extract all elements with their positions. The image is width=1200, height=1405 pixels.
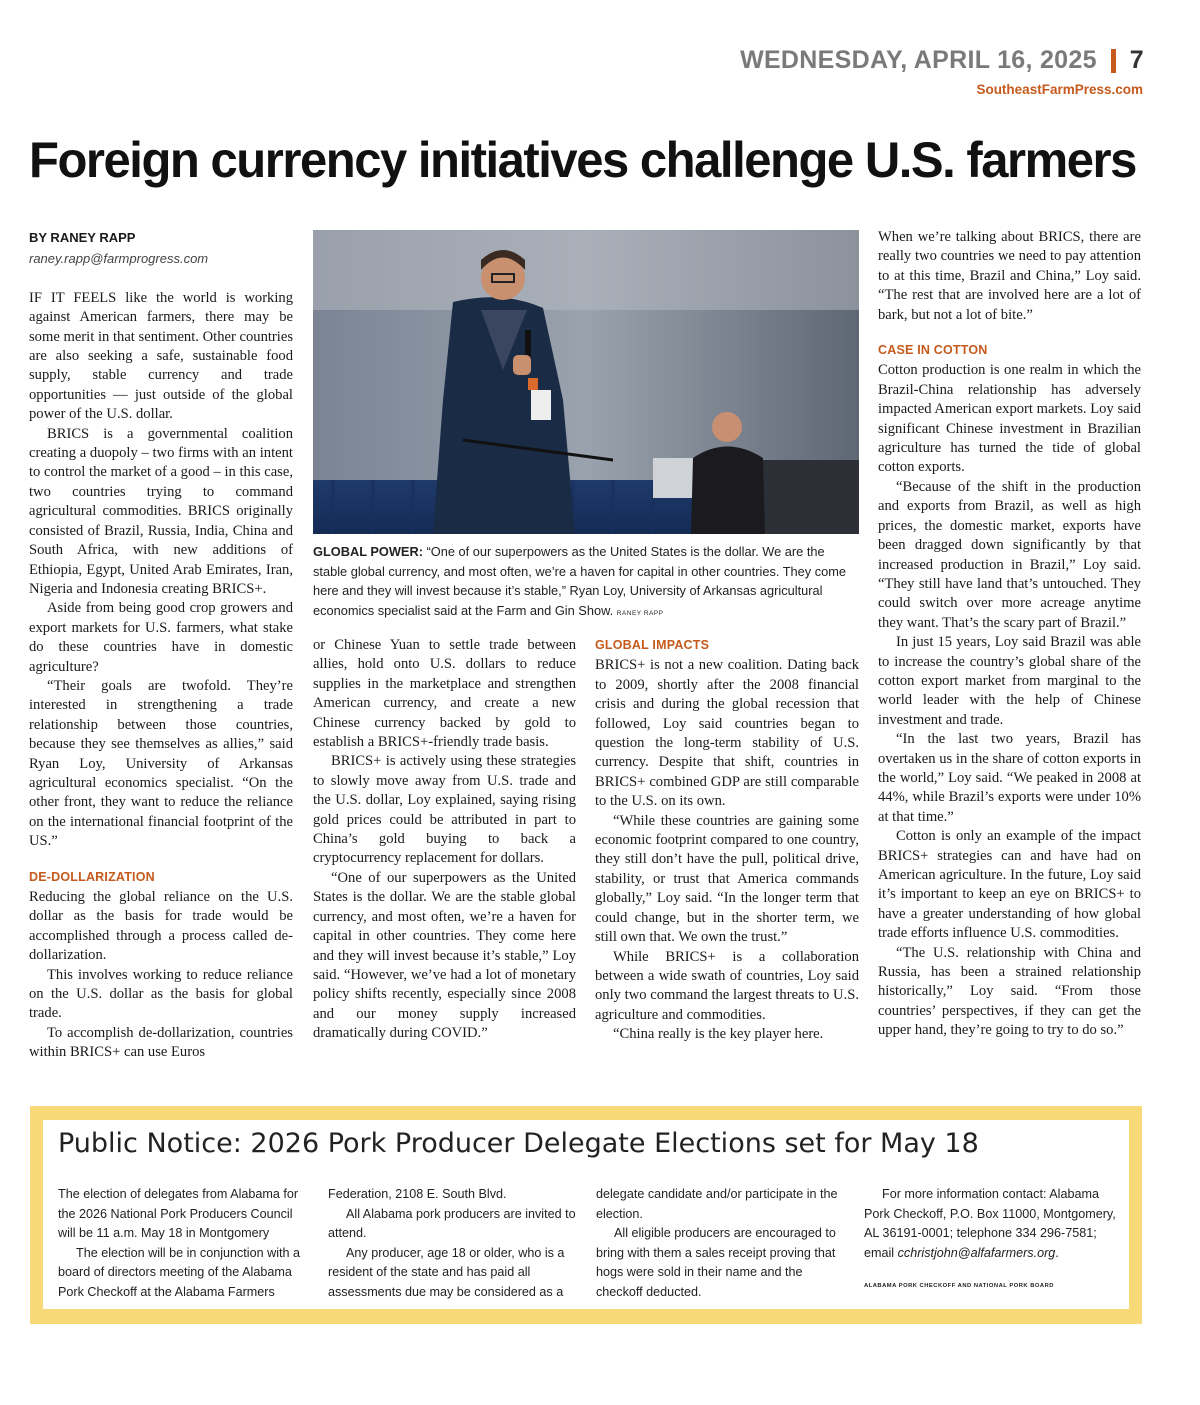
page-number: 7	[1129, 46, 1144, 74]
site-link[interactable]: SoutheastFarmPress.com	[976, 82, 1143, 97]
notice-paragraph: All Alabama pork producers are invited to attend.	[328, 1206, 576, 1241]
paragraph: When we’re talking about BRICS, there are really two countries we need to pay attention to at this time, Brazil and China,” Loy said. “The rest that are involved here are a lot of bark, but not a lot of bite.”	[878, 229, 1141, 323]
article-photo	[313, 230, 859, 534]
notice-column-4	[864, 1185, 1116, 1297]
contact-end: .	[1055, 1245, 1059, 1260]
contact-email[interactable]: cchristjohn@alfafarmers.org	[897, 1245, 1056, 1260]
public-notice-inner	[43, 1120, 1129, 1309]
paragraph: Cotton is only an example of the impact BRICS+ strategies can and have had on American agriculture. In the future, Loy said it’s important to keep an eye on BRICS+ to have a greater understanding of how global trade efforts influence U.S. commodities.	[878, 828, 1141, 942]
caption-text: “One of our superpowers as the United States is the dollar. We are the stable global currency, and most often, we’re a haven for capital in other countries. They come here and they will invest because it’s stable,” Ryan Loy, University of Arkansas agricultural economics specialist said at the Farm and Gin Show.	[313, 544, 847, 618]
photo-credit: RANEY RAPP	[616, 609, 664, 617]
caption-label: GLOBAL POWER:	[313, 544, 423, 559]
paragraph: IF IT FEELS like the world is working against American farmers, there may be some merit in that sentiment. Other countries are also seeking a safe, sustainable food supply, stable currency and trade opportunities — just outside of the global power of the U.S. dollar.	[29, 289, 293, 423]
paragraph: BRICS+ is actively using these strategies to slowly move away from U.S. trade and the U.S. dollar, Loy explained, saying rising gold prices could be attributed in part to China’s gold buying to back a cryptocurrency replacement for dollars.	[313, 753, 576, 867]
paragraph: “While these countries are gaining some economic footprint compared to one country, they still don’t have the pull, political drive, stability, or trust that America commands globally,” Loy said. “In the longer term that could change, but in the shorter term, we still own that. We own the trust.”	[595, 812, 859, 946]
subhead-dedollarization: DE-DOLLARIZATION	[29, 869, 155, 884]
subhead-case-in-cotton: CASE IN COTTON	[878, 343, 988, 358]
notice-paragraph: The election will be in conjunction with a board of directors meeting of the Alabama Pork Checkoff at the Alabama Farmers	[58, 1245, 301, 1299]
paragraph: In just 15 years, Loy said Brazil was able to increase the country’s global share of the cotton export market from marginal to the world leader with the help of Chinese investment and trade.	[878, 634, 1141, 728]
article-column-3	[595, 636, 859, 1045]
paragraph: “One of our superpowers as the United States is the dollar. We are the stable global currency, and most often, we’re a haven for capital in other countries. They come here and they will invest because it’s stable,” Loy said. “However, we’ve had a lot of monetary policy shifts recently, especially since 2008 and our money supply increased dramatically during COVID.”	[313, 869, 576, 1042]
notice-paragraph: delegate candidate and/or participate in the election.	[596, 1187, 838, 1221]
notice-paragraph: The election of delegates from Alabama for the 2026 National Pork Producers Council will be 11 a.m. May 18 in Montgomery	[58, 1187, 299, 1241]
notice-paragraph: Any producer, age 18 or older, who is a resident of the state and has paid all assessments due may be considered as a	[328, 1245, 565, 1299]
notice-paragraph: All eligible producers are encouraged to bring with them a sales receipt proving that hogs were sold in their name and the checkoff deducted.	[596, 1226, 836, 1299]
paragraph: While BRICS+ is a collaboration between a wide swath of countries, Loy said only two command the largest threats to U.S. agriculture and commodities.	[595, 948, 859, 1023]
notice-paragraph: Federation, 2108 E. South Blvd.	[328, 1187, 507, 1201]
public-notice-box	[30, 1106, 1142, 1324]
conference-speaker-image	[313, 230, 859, 534]
paragraph: Reducing the global reliance on the U.S. dollar as the basis for trade would be accomplished through a process called de-dollarization.	[29, 889, 293, 964]
paragraph: Cotton production is one realm in which the Brazil-China relationship has adversely impacted American export markets. Loy said significant Chinese investment in Brazilian agriculture has turned the tide of global cotton exports.	[878, 362, 1141, 476]
paragraph: BRICS is a governmental coalition creating a duopoly – two firms with an intent to control the market of a good – in this case, two countries trying to command agricultural commodities. BRICS originally consisted of Brazil, Russia, India, China and South Africa, with new additions of Ethiopia, Egypt, United Arab Emirates, Iran, Nigeria and Indonesia creating BRICS+.	[29, 425, 293, 597]
photo-caption	[313, 542, 859, 623]
paragraph: or Chinese Yuan to settle trade between allies, hold onto U.S. dollars to reduce supplies in the marketplace and strengthen American currency, and create a new Chinese currency backed by gold to establish a BRICS+-friendly trade basis.	[313, 637, 576, 751]
notice-title: Public Notice: 2026 Pork Producer Delegate Elections set for May 18	[58, 1128, 979, 1159]
article-column-2	[313, 636, 576, 1044]
issue-date: WEDNESDAY, APRIL 16, 2025	[740, 46, 1097, 74]
paragraph: “The U.S. relationship with China and Russia, has been a strained relationship historically,” Loy said. “From those countries’ perspectives, if they can get the upper hand, they’re going to try to do so.”	[878, 944, 1141, 1039]
byline: BY RANEY RAPP	[29, 230, 136, 245]
notice-column-2	[328, 1185, 580, 1303]
article-column-1	[29, 228, 293, 1063]
paragraph: “Because of the shift in the production and exports from Brazil, as well as high prices, the domestic market, exports have been dragged down significantly by that increased production in Brazil,” Loy said. “They still have land that’s untouched. They could switch over more acreage anytime they want. That’s the scary part of Brazil.”	[878, 478, 1141, 631]
notice-column-1	[58, 1185, 308, 1303]
paragraph: Aside from being good crop growers and export markets for U.S. farmers, what stake do these countries have in domestic agriculture?	[29, 600, 293, 675]
header-divider	[1111, 49, 1116, 73]
article-column-4	[878, 228, 1141, 1041]
paragraph: This involves working to reduce reliance on the U.S. dollar as the basis for global trade.	[29, 966, 293, 1022]
paragraph: To accomplish de-dollarization, countries within BRICS+ can use Euros	[29, 1024, 293, 1061]
notice-column-3	[596, 1185, 848, 1303]
subhead-global-impacts: GLOBAL IMPACTS	[595, 638, 710, 652]
article-headline: Foreign currency initiatives challenge U.S. farmers	[29, 132, 1136, 188]
page-header-date	[740, 46, 1144, 75]
paragraph: “Their goals are twofold. They’re interested in strengthening a trade relationship between those countries, because they see themselves as allies,” said Ryan Loy, University of Arkansas agricultural economics specialist. “On the other front, they want to reduce the reliance on the international financial footprint of the US.”	[29, 677, 293, 850]
paragraph: “China really is the key player here.	[613, 1026, 824, 1043]
paragraph: “In the last two years, Brazil has overtaken us in the share of cotton exports in the world,” Loy said. “We peaked in 2008 at 44%, while Brazil’s exports were under 10% at that time.”	[878, 731, 1141, 825]
contact-text: For more information contact: Alabama Pork Checkoff, P.O. Box 11000, Montgomery, AL 36191-0001; telephone 334 296-7581; email	[864, 1187, 1116, 1260]
paragraph: BRICS+ is not a new coalition. Dating back to 2009, shortly after the 2008 financial crisis and during the global recession that followed, Loy said countries began to question the long-term stability of U.S. currency. Despite that shift, countries in BRICS+ combined GDP are still comparable to the U.S. on its own.	[595, 657, 859, 810]
author-email[interactable]: raney.rapp@farmprogress.com	[29, 251, 209, 267]
notice-contact	[864, 1185, 1116, 1263]
notice-credit: ALABAMA PORK CHECKOFF AND NATIONAL PORK BOARD	[864, 1283, 1054, 1290]
